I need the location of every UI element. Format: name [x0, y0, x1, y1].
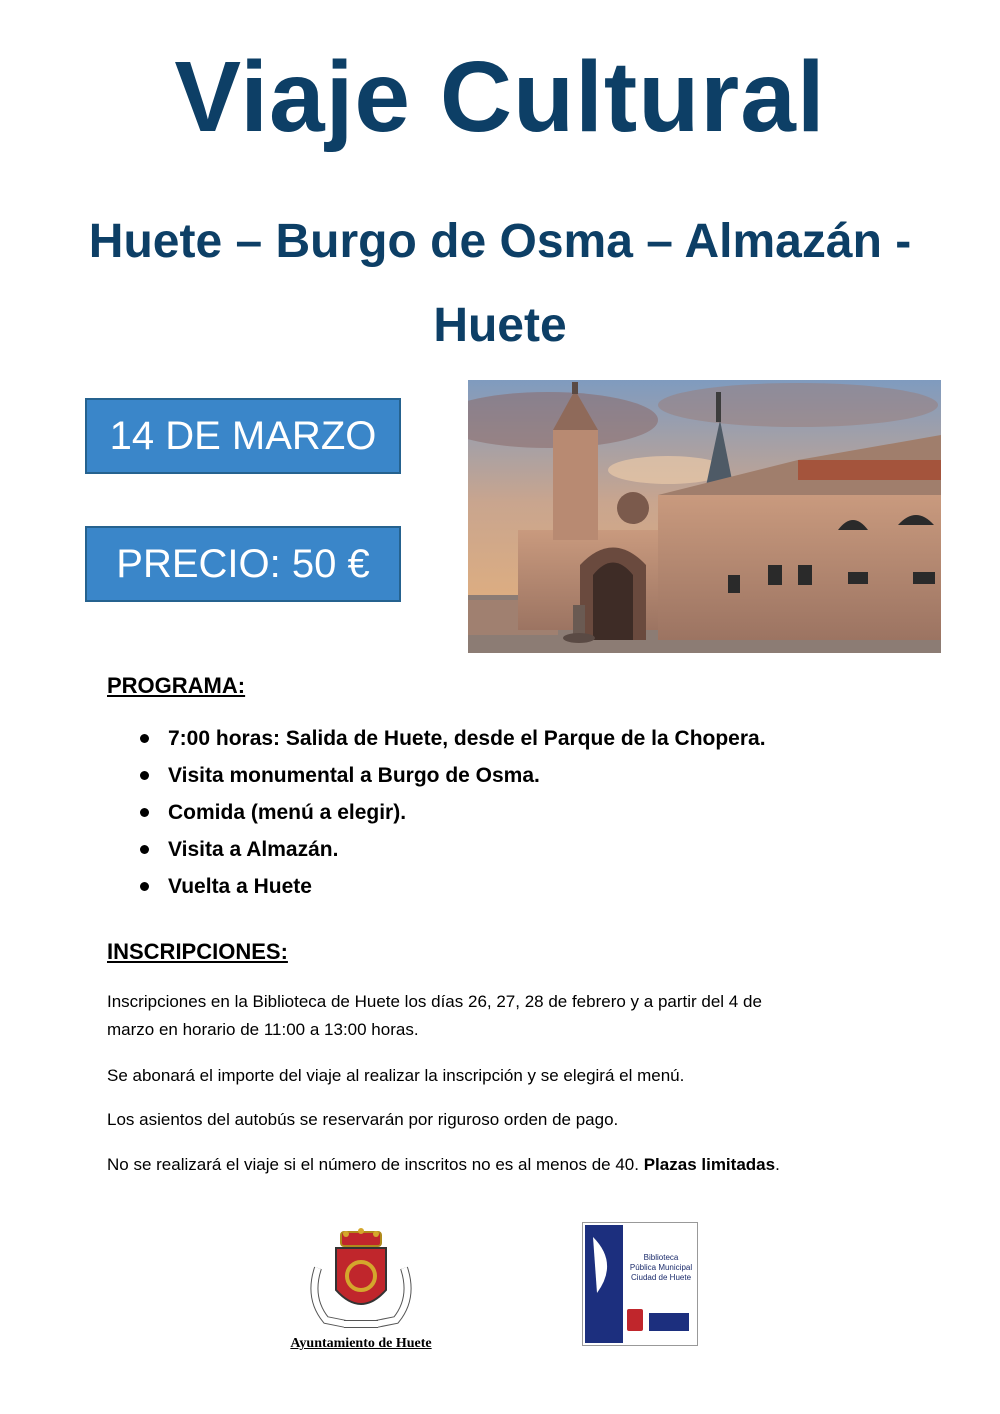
ayuntamiento-logo: [286, 1228, 436, 1358]
list-item: Vuelta a Huete: [140, 868, 766, 905]
cathedral-illustration: [468, 380, 941, 653]
route-line-1: Huete – Burgo de Osma – Almazán -: [88, 215, 912, 268]
program-heading: PROGRAMA:: [107, 673, 246, 698]
biblioteca-line-1: Biblioteca: [643, 1253, 679, 1262]
limited-places: Plazas limitadas: [643, 1155, 776, 1174]
page-title: Viaje Cultural: [174, 41, 826, 153]
coat-of-arms-icon: [286, 1228, 436, 1336]
registration-paragraph-dates: [107, 988, 837, 1044]
registration-dates-line-2: marzo en horario de 11:00 a 13:00 horas.: [107, 1020, 419, 1039]
ayuntamiento-caption: Ayuntamiento de Huete: [290, 1336, 432, 1351]
program-list: [140, 720, 766, 905]
minimum-end: .: [775, 1155, 780, 1174]
route-line-2: Huete: [433, 299, 567, 352]
registration-paragraph-minimum: [107, 1151, 837, 1179]
registration-dates-line-1: Inscripciones en la Biblioteca de Huete los días 26, 27, 28 de febrero y a partir del 4 de: [107, 992, 762, 1011]
library-emblem-icon: [583, 1223, 697, 1345]
biblioteca-line-2: Pública Municipal: [629, 1263, 693, 1272]
registration-heading: INSCRIPCIONES:: [107, 939, 288, 964]
list-item: Visita a Almazán.: [140, 831, 766, 868]
cathedral-photo: [468, 380, 941, 653]
price-badge: PRECIO: 50 €: [85, 526, 401, 602]
date-badge: 14 DE MARZO: [85, 398, 401, 474]
biblioteca-name: [627, 1253, 695, 1283]
list-item: Comida (menú a elegir).: [140, 794, 766, 831]
biblioteca-line-3: Ciudad de Huete: [630, 1273, 692, 1282]
minimum-text: No se realizará el viaje si el número de inscritos no es al menos de 40.: [107, 1155, 644, 1174]
list-item: 7:00 horas: Salida de Huete, desde el Parque de la Chopera.: [140, 720, 766, 757]
registration-paragraph-seats: Los asientos del autobús se reservarán por riguroso orden de pago.: [107, 1110, 619, 1129]
registration-paragraph-payment: Se abonará el importe del viaje al realizar la inscripción y se elegirá el menú.: [107, 1066, 685, 1085]
biblioteca-logo: [582, 1222, 698, 1346]
list-item: Visita monumental a Burgo de Osma.: [140, 757, 766, 794]
route-subtitle: [40, 200, 960, 368]
